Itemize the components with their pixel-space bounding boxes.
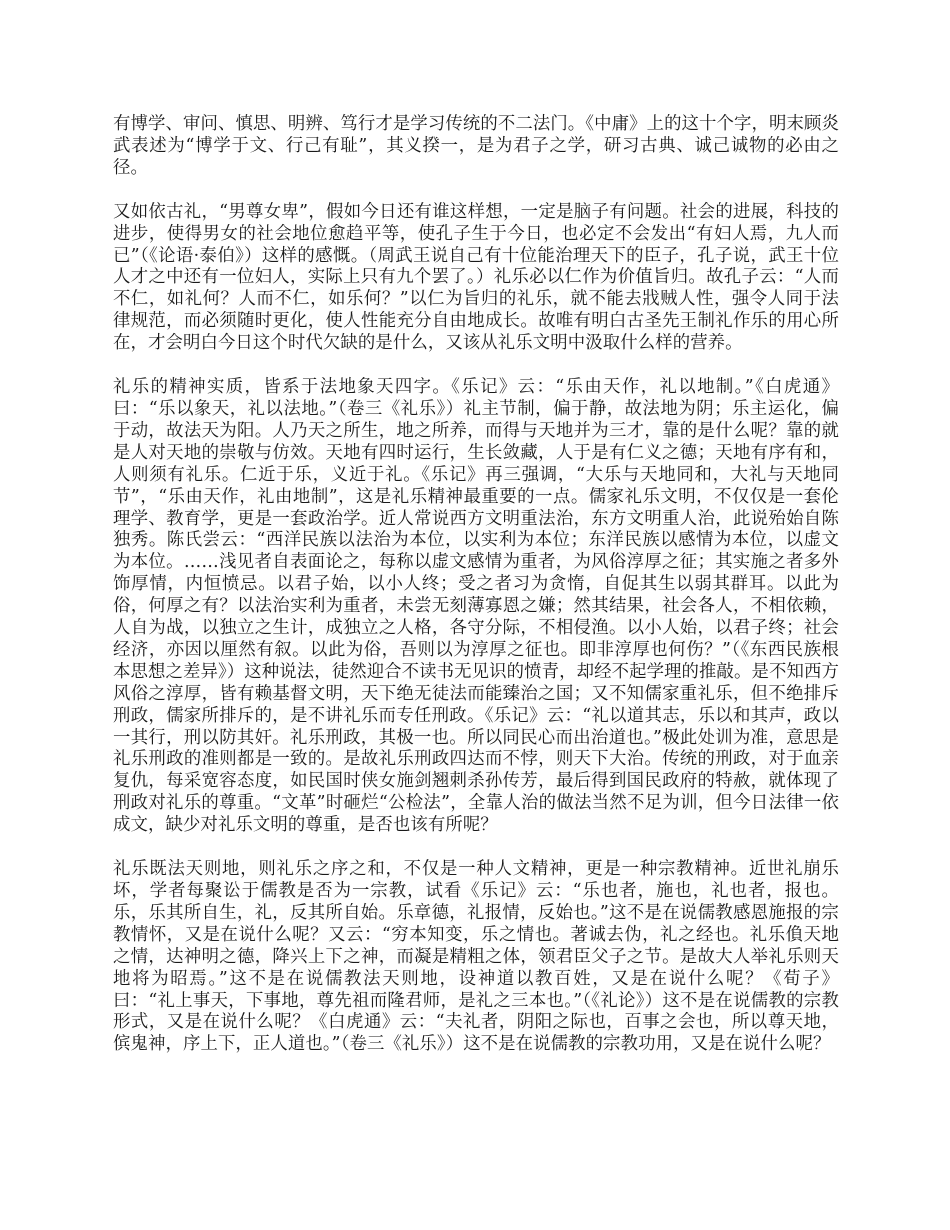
paragraph-3: 礼乐的精神实质，皆系于法地象天四字。《乐记》云：“乐由天作，礼以地制。”《白虎通》曰：“乐以象天，礼以法地。”（卷三《礼乐》）礼主节制，偏于静，故法地为阴；乐主运化，偏于动，故法天为阳。人乃天之所生，地之所养，而得与天地并为三才，靠的是什么呢？靠的就是人对天地的崇敬与仿效。天地有四时运行，生长敛藏，人于是有仁义之德；天地有序有和，人则须有礼乐。仁近于乐，义近于礼。《乐记》再三强调，“大乐与天地同和，大礼与天地同节”，“乐由天作，礼由地制”，这是礼乐精神最重要的一点。儒家礼乐文明，不仅仅是一套伦理学、教育学，更是一套政治学。近人常说西方文明重法治，东方文明重人治，此说殆始自陈独秀。陈氏尝云：“西洋民族以法治为本位，以实利为本位；东洋民族以感情为本位，以虚文为本位。……浅见者自表面论之，每称以虚文感情为重者，为风俗淳厚之征；其实施之者多外饰厚情，内恒愤忌。以君子始，以小人终；受之者习为贪惰，自促其生以弱其群耳。以此为俗，何厚之有？以法治实利为重者，未尝无刻薄寡恩之嫌；然其结果，社会各人，不相依赖，人自为战，以独立之生计，成独立之人格，各守分际，不相侵渔。以小人始，以君子终；社会经济，亦因以厘然有叙。以此为俗，吾则以为淳厚之征也。即非淳厚也何伤？”（《东西民族根本思想之差异》）这种说法，徒然迎合不读书无见识的愤青，却经不起学理的推敲。是不知西方风俗之淳厚，皆有赖基督文明，天下绝无徒法而能臻治之国；又不知儒家重礼乐，但不绝排斥刑政，儒家所排斥的，是不讲礼乐而专任刑政。《乐记》云：“礼以道其志，乐以和其声，政以一其行，刑以防其奸。礼乐刑政，其极一也。所以同民心而出治道也。”极此处训为准，意思是礼乐刑政的准则都是一致的。是故礼乐刑政四达而不悖，则天下大治。传统的刑政，对于血亲复仇，每采宽容态度，如民国时侠女施剑翘刺杀孙传芳，最后得到国民政府的特赦，就体现了刑政对礼乐的尊重。“文革”时砸烂“公检法”，全靠人治的做法当然不足为训，但今日法律一依成文，缺少对礼乐文明的尊重，是否也该有所呢？ (113, 377, 839, 836)
paragraph-4: 礼乐既法天则地，则礼乐之序之和，不仅是一种人文精神，更是一种宗教精神。近世礼崩乐坏，学者每聚讼于儒教是否为一宗教，试看《乐记》云：“乐也者，施也，礼也者，报也。乐，乐其所自生，礼，反其所自始。乐章德，礼报情，反始也。”这不是在说儒教感恩施报的宗教情怀，又是在说什么呢？又云：“穷本知变，乐之情也。著诚去伪，礼之经也。礼乐偩天地之情，达神明之德，降兴上下之神，而凝是精粗之体，领君臣父子之节。是故大人举礼乐则天地将为昭焉。”这不是在说儒教法天则地，设神道以教百姓，又是在说什么呢？《荀子》曰：“礼上事天，下事地，尊先祖而隆君师，是礼之三本也。”（《礼论》）这不是在说儒教的宗教形式，又是在说什么呢？《白虎通》云：“夫礼者，阴阳之际也，百事之会也，所以尊天地，傧鬼神，序上下，正人道也。”（卷三《礼乐》）这不是在说儒教的宗教功用，又是在说什么呢？ (113, 859, 839, 1055)
article-body (113, 114, 839, 1078)
paragraph-2: 又如依古礼，“男尊女卑”，假如今日还有谁这样想，一定是脑子有问题。社会的进展，科技的进步，使得男女的社会地位愈趋平等，使孔子生于今日，也必定不会发出“有妇人焉，九人而已”（《论语·泰伯》）这样的感慨。（周武王说自己有十位能治理天下的臣子，孔子说，武王十位人才之中还有一位妇人，实际上只有九个罢了。）礼乐必以仁作为价值旨归。故孔子云：“人而不仁，如礼何？人而不仁，如乐何？”以仁为旨归的礼乐，就不能去戕贼人性，强令人同于法律规范，而必须随时更化，使人性能充分自由地成长。故唯有明白古圣先王制礼作乐的用心所在，才会明白今日这个时代欠缺的是什么，又该从礼乐文明中汲取什么样的营养。 (113, 201, 839, 354)
paragraph-1: 有博学、审问、慎思、明辨、笃行才是学习传统的不二法门。《中庸》上的这十个字，明末顾炎武表述为“博学于文、行己有耻”，其义揆一，是为君子之学，研习古典、诚己诚物的必由之径。 (113, 114, 839, 178)
